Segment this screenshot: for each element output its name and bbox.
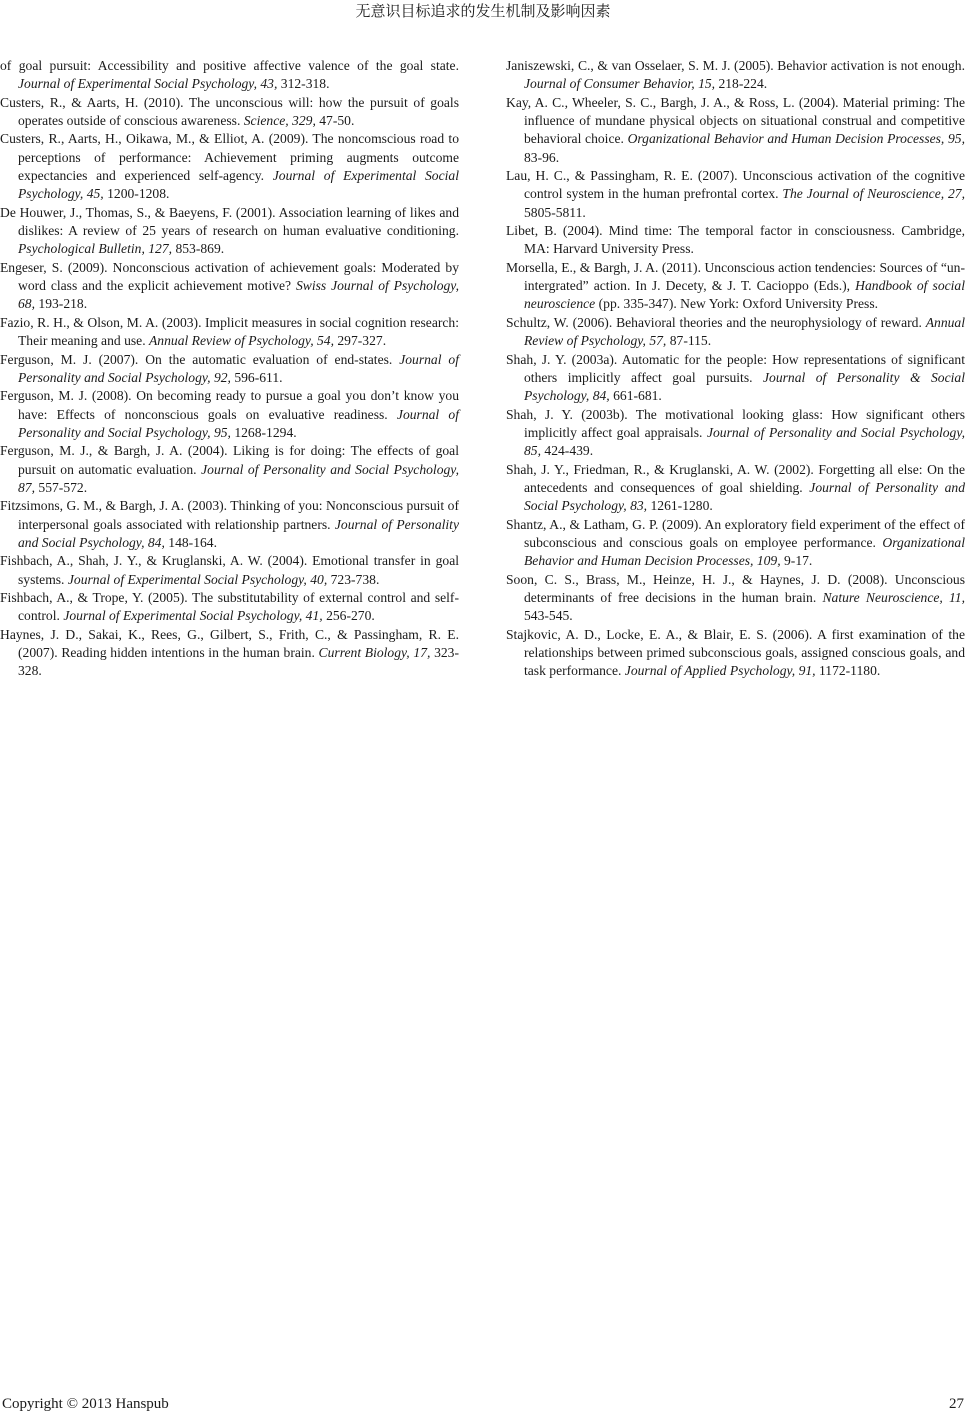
reference-entry: Stajkovic, A. D., Locke, E. A., & Blair, E. S. (2006). A first examination of the relationships between primed subconscious goals, assigned conscious goals, and task performance. Journal of Applied Psychology, 91, 1172-1180. [506,626,965,679]
reference-entry: Shantz, A., & Latham, G. P. (2009). An exploratory field experiment of the effect of subconscious and conscious goals on employee performance. Organizational Behavior and Human Decision Processes, 109, 9-17. [506,516,965,569]
references-left-column [0,57,459,681]
reference-entry: Shah, J. Y. (2003a). Automatic for the people: How representations of significant others implicitly affect goal pursuits. Journal of Personality & Social Psychology, 84, 661-681. [506,351,965,404]
reference-entry: Fishbach, A., & Trope, Y. (2005). The substitutability of external control and self-control. Journal of Experimental Social Psychology, 41, 256-270. [0,589,459,624]
reference-entry: of goal pursuit: Accessibility and positive affective valence of the goal state. Journal of Experimental Social Psychology, 43, 312-318. [0,58,459,92]
reference-entry: Engeser, S. (2009). Nonconscious activation of achievement goals: Moderated by word class and the explicit achievement motive? Swiss Journal of Psychology, 68, 193-218. [0,259,459,312]
reference-entry: Ferguson, M. J., & Bargh, J. A. (2004). Liking is for doing: The effects of goal pursuit on automatic evaluation. Journal of Personality and Social Psychology, 87, 557-572. [0,443,459,495]
copyright-notice: Copyright © 2013 Hanspub [2,1396,169,1412]
reference-entry: De Houwer, J., Thomas, S., & Baeyens, F. (2001). Association learning of likes and dislikes: A review of 25 years of research on human evaluative conditioning. Psychological Bulletin, 127, 853-869. [0,204,459,257]
reference-entry: Fazio, R. H., & Olson, M. A. (2003). Implicit measures in social cognition research: Their meaning and use. Annual Review of Psychology, 54, 297-327. [0,314,459,349]
reference-entry: Custers, R., Aarts, H., Oikawa, M., & Elliot, A. (2009). The noncomscious road to perceptions of performance: Achievement priming augments outcome expectancies and experienced self-agency. Journal of Experimental Social Psychology, 45, 1200-1208. [0,131,459,202]
running-header: 无意识目标追求的发生机制及影响因素 [355,2,611,20]
reference-entry: Ferguson, M. J. (2008). On becoming ready to pursue a goal you don’t know you have: Effects of nonconscious goals on evaluative readiness. Journal of Personality and Social Psychology, 95, 1268-1294. [0,388,459,440]
reference-entry: Fishbach, A., Shah, J. Y., & Kruglanski, A. W. (2004). Emotional transfer in goal systems. Journal of Experimental Social Psychology, 40, 723-738. [0,553,459,587]
reference-entry: Schultz, W. (2006). Behavioral theories and the neurophysiology of reward. Annual Review of Psychology, 57, 87-115. [506,314,965,349]
reference-entry: Custers, R., & Aarts, H. (2010). The unconscious will: how the pursuit of goals operates outside of conscious awareness. Science, 329, 47-50. [0,94,459,129]
reference-entry: Haynes, J. D., Sakai, K., Rees, G., Gilbert, S., Frith, C., & Passingham, R. E. (2007). Reading hidden intentions in the human brain. Current Biology, 17, 323-328. [0,626,459,679]
reference-entry: Fitzsimons, G. M., & Bargh, J. A. (2003). Thinking of you: Nonconscious pursuit of interpersonal goals associated with relationship partners. Journal of Personality and Social Psychology, 84, 148-164. [0,498,459,550]
reference-entry: Ferguson, M. J. (2007). On the automatic evaluation of end-states. Journal of Personality and Social Psychology, 92, 596-611. [0,351,459,385]
reference-entry: Janiszewski, C., & van Osselaer, S. M. J. (2005). Behavior activation is not enough. Journal of Consumer Behavior, 15, 218-224. [506,58,965,92]
reference-entry: Shah, J. Y., Friedman, R., & Kruglanski, A. W. (2002). Forgetting all else: On the antecedents and consequences of goal shielding. Journal of Personality and Social Psychology, 83, 1261-1280. [506,461,965,514]
reference-entry: Kay, A. C., Wheeler, S. C., Bargh, J. A., & Ross, L. (2004). Material priming: The influence of mundane physical objects on situational construal and competitive behavioral choice. Organizational Behavior and Human Decision Processes, 95, 83-96. [506,94,965,165]
reference-entry: Morsella, E., & Bargh, J. A. (2011). Unconscious action tendencies: Sources of “un-intergrated” action. In J. Decety, & J. T. Cacioppo (Eds.), Handbook of social neuroscience (pp. 335-347). New York: Oxford University Press. [506,259,965,312]
reference-entry: Soon, C. S., Brass, M., Heinze, H. J., & Haynes, J. D. (2008). Unconscious determinants of free decisions in the human brain. Nature Neuroscience, 11, 543-545. [506,571,965,624]
reference-entry: Libet, B. (2004). Mind time: The temporal factor in consciousness. Cambridge, MA: Harvard University Press. [506,223,965,257]
reference-entry: Lau, H. C., & Passingham, R. E. (2007). Unconscious activation of the cognitive control system in the human prefrontal cortex. The Journal of Neuroscience, 27, 5805-5811. [506,168,965,220]
reference-entry: Shah, J. Y. (2003b). The motivational looking glass: How significant others implicitly affect goal appraisals. Journal of Personality and Social Psychology, 85, 424-439. [506,406,965,459]
page-number: 27 [949,1396,964,1412]
references-right-column [506,57,965,681]
